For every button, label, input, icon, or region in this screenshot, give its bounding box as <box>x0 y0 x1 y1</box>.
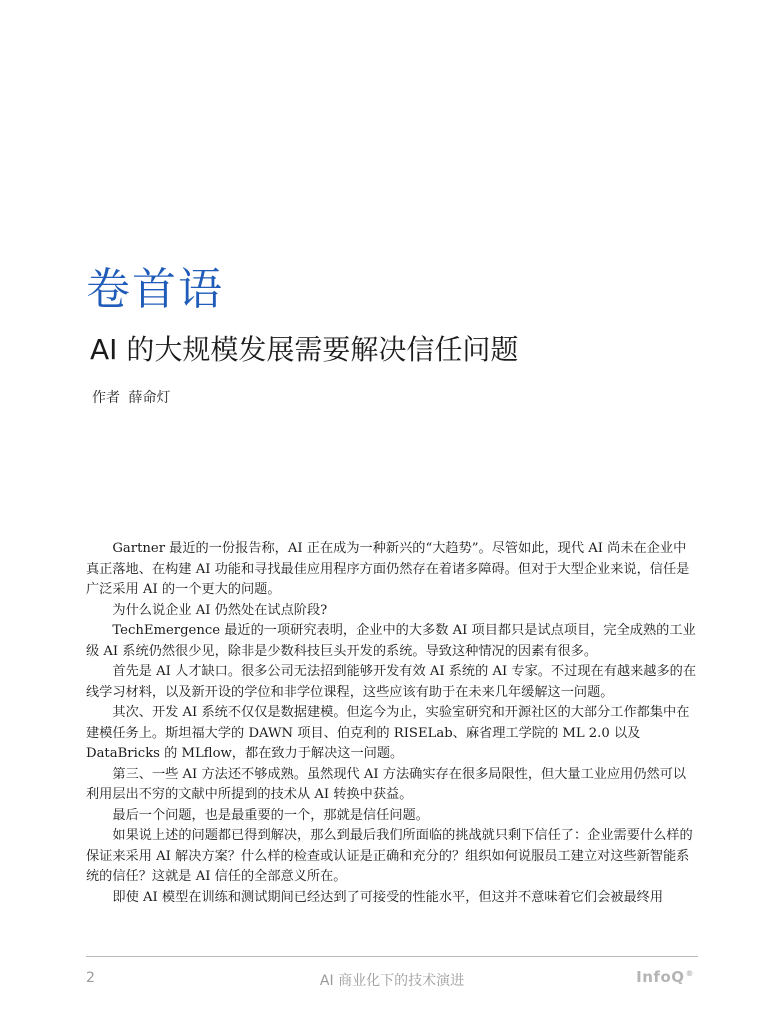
paragraph: 首先是 AI 人才缺口。很多公司无法招到能够开发有效 AI 系统的 AI 专家。不过现在有越来越多的在线学习材料，以及新开设的学位和非学位课程，这些应该有助于在未来几年缓解这一问题。 <box>86 664 697 700</box>
paragraph: 即使 AI 模型在训练和测试期间已经达到了可接受的性能水平，但这并不意味着它们会被最终用 <box>112 889 664 905</box>
paragraph: 最后一个问题，也是最重要的一个，那就是信任问题。 <box>112 807 429 823</box>
section-title: 卷首语 <box>86 264 224 315</box>
paragraph: Gartner 最近的一份报告称，AI 正在成为一种新兴的“大趋势”。尽管如此，现代 AI 尚未在企业中真正落地、在构建 AI 功能和寻找最佳应用程序方面仍然存在着诸多障碍。但对于大型企业来说，信任是广泛采用 AI 的一个更大的问题。 <box>86 541 690 597</box>
logo-text: InfoQ <box>636 968 685 986</box>
author-line <box>92 388 170 408</box>
author-label: 作者 <box>92 390 120 406</box>
article-body <box>86 539 698 908</box>
paragraph: 第三、一些 AI 方法还不够成熟。虽然现代 AI 方法确实存在很多局限性，但大量工业应用仍然可以利用层出不穷的文献中所提到的技术从 AI 转换中获益。 <box>86 766 687 802</box>
logo-mark-icon: ® <box>685 969 694 978</box>
author-name: 薛命灯 <box>128 390 171 406</box>
running-footer-title: AI 商业化下的技术演进 <box>319 973 465 989</box>
footer-divider <box>86 956 698 957</box>
paragraph: 为什么说企业 AI 仍然处在试点阶段? <box>112 602 328 618</box>
paragraph: 其次、开发 AI 系统不仅仅是数据建模。但迄今为止，实验室研究和开源社区的大部分工作都集中在建模任务上。斯坦福大学的 DAWN 项目、伯克利的 RISELab、麻省理工学院的 ML 2.0 以及 DataBricks 的 MLflow，都在致力于解决这一问题。 <box>86 705 690 761</box>
page-number: 2 <box>86 970 95 986</box>
infoq-logo <box>636 968 694 986</box>
paragraph: 如果说上述的问题都已得到解决，那么到最后我们所面临的挑战就只剩下信任了：企业需要什么样的保证来采用 AI 解决方案？什么样的检查或认证是正确和充分的？组织如何说服员工建立对这些新智能系统的信任？这就是 AI 信任的全部意义所在。 <box>86 828 693 884</box>
article-title: AI 的大规模发展需要解决信任问题 <box>90 333 519 366</box>
paragraph: TechEmergence 最近的一项研究表明，企业中的大多数 AI 项目都只是试点项目，完全成熟的工业级 AI 系统仍然很少见，除非是少数科技巨头开发的系统。导致这种情况的因素有很多。 <box>86 623 696 659</box>
